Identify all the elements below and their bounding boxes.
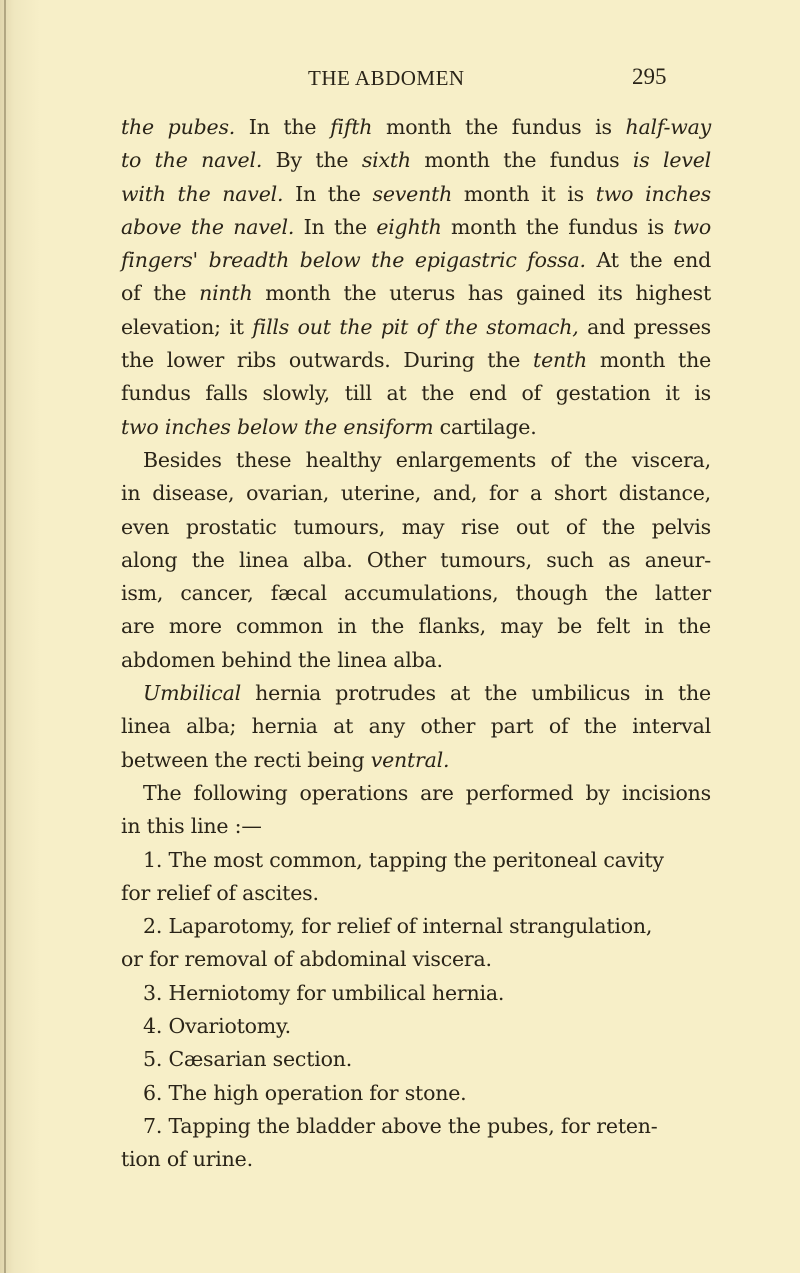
- text-line: the pubes. In the fifth month the fundus is half-way: [121, 115, 711, 139]
- text-line: abdomen behind the linea alba.: [121, 647, 443, 672]
- text-line: elevation; it fills out the pit of the stomach, and presses: [121, 314, 711, 339]
- text-line: linea alba; hernia at any other part of the interval: [121, 714, 711, 739]
- page-body: [121, 111, 711, 1177]
- text-line: are more common in the flanks, may be felt in the: [121, 614, 711, 639]
- text-line: with the navel. In the seventh month it is two inches: [121, 181, 711, 206]
- list-item: for relief of ascites.: [121, 880, 319, 905]
- list-item: 6. The high operation for stone.: [143, 1080, 467, 1105]
- text-line: ism, cancer, fæcal accumulations, though the latter: [121, 581, 711, 606]
- list-item: 2. Laparotomy, for relief of internal strangulation,: [143, 914, 653, 939]
- list-item: 3. Herniotomy for umbilical hernia.: [143, 980, 505, 1005]
- text-line: in disease, ovarian, uterine, and, for a short distance,: [121, 481, 711, 506]
- text-line: of the ninth month the uterus has gained its highest: [121, 281, 711, 306]
- text-line: even prostatic tumours, may rise out of the pelvis: [121, 514, 711, 539]
- text-line: fingers' breadth below the epigastric fossa. At the end: [121, 248, 711, 273]
- page-header: [0, 66, 800, 96]
- list-item: 4. Ovariotomy.: [143, 1014, 291, 1039]
- text-line: Umbilical hernia protrudes at the umbilicus in the: [143, 681, 711, 706]
- text-line: Besides these healthy enlargements of the viscera,: [143, 447, 711, 472]
- list-item: tion of urine.: [121, 1147, 253, 1172]
- page-gutter-shadow: [4, 0, 6, 1273]
- text-line: in this line :—: [121, 814, 262, 839]
- page-number: 295: [632, 64, 667, 89]
- text-line: fundus falls slowly, till at the end of gestation it is: [121, 381, 711, 406]
- running-title: THE ABDOMEN: [308, 66, 465, 90]
- text-line: two inches below the ensiform cartilage.: [121, 414, 537, 439]
- text-line: to the navel. By the sixth month the fundus is level: [121, 148, 712, 173]
- list-item: 5. Cæsarian section.: [143, 1047, 353, 1072]
- text-line: above the navel. In the eighth month the fundus is two: [121, 214, 711, 239]
- text-line: along the linea alba. Other tumours, such as aneur-: [121, 547, 711, 572]
- list-item: 7. Tapping the bladder above the pubes, for reten-: [143, 1113, 658, 1138]
- text-line: between the recti being ventral.: [121, 747, 450, 772]
- text-line: the lower ribs outwards. During the tenth month the: [121, 348, 711, 373]
- list-item: 1. The most common, tapping the peritoneal cavity: [143, 847, 664, 872]
- list-item: or for removal of abdominal viscera.: [121, 947, 492, 972]
- text-line: The following operations are performed by incisions: [143, 780, 711, 805]
